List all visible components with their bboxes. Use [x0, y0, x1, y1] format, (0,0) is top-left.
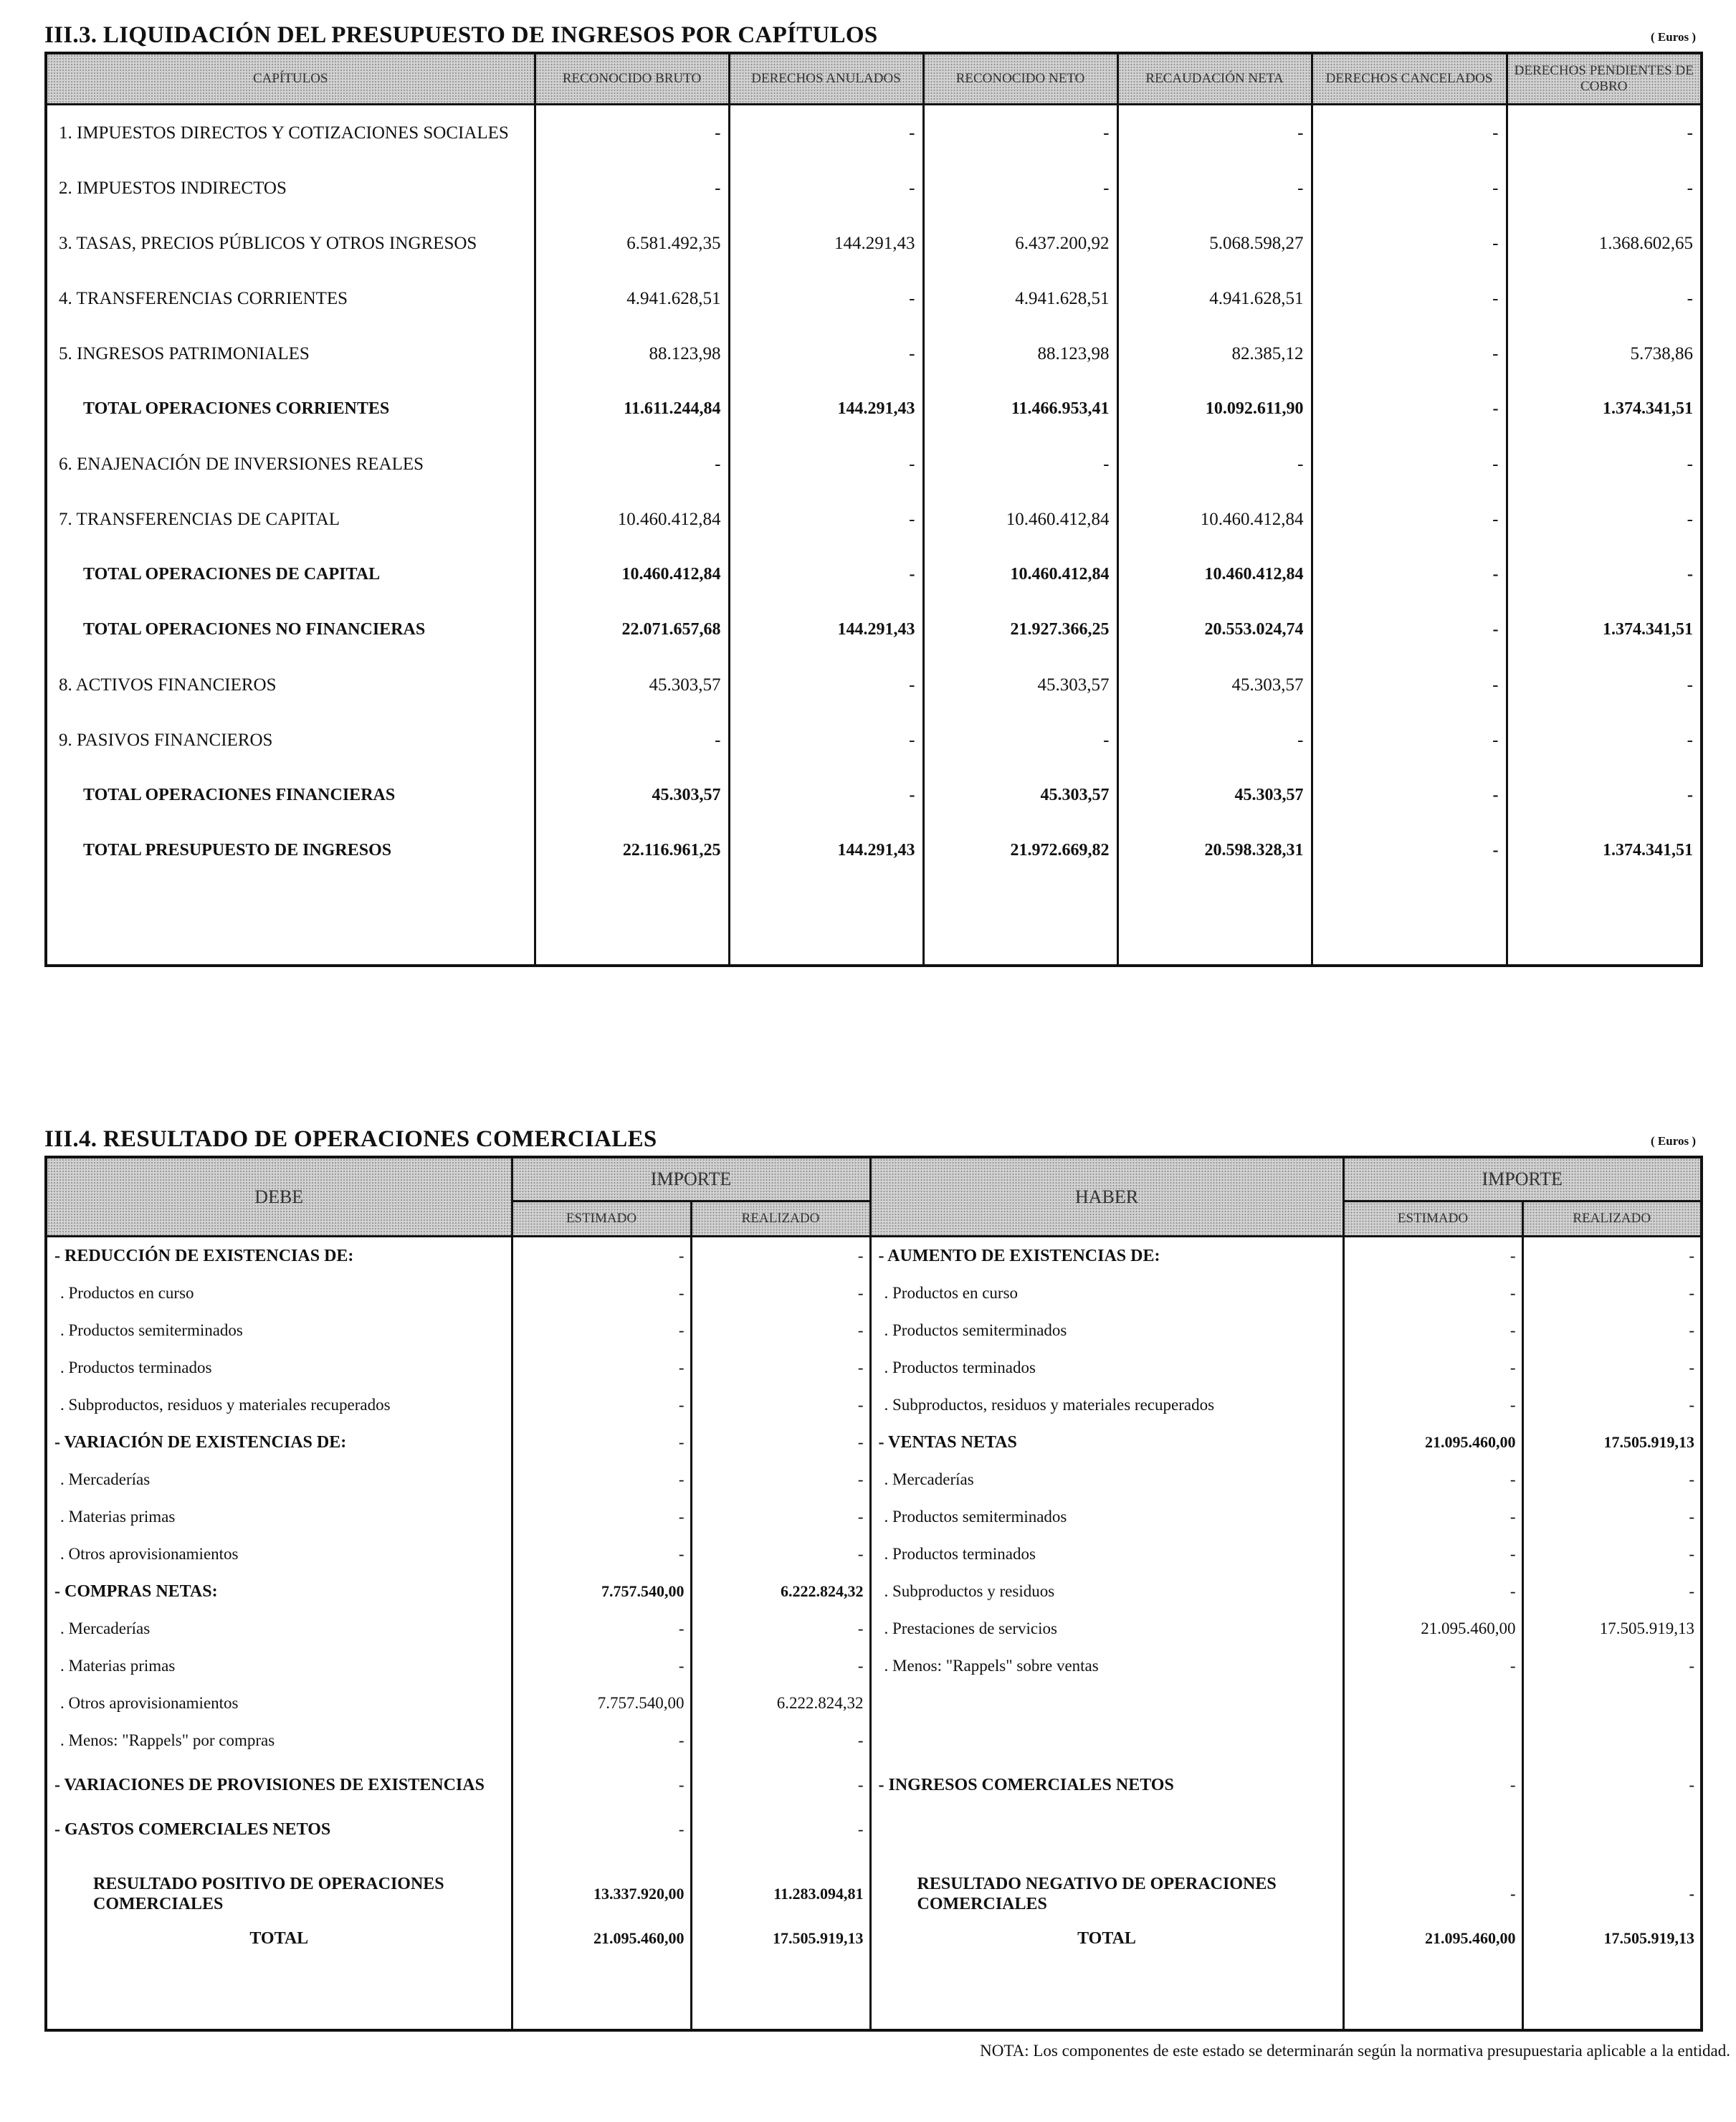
table-row: [46, 657, 1702, 713]
table-row: [46, 1237, 1702, 1275]
cell-value: -: [512, 1759, 691, 1811]
cell-value: -: [691, 1461, 870, 1498]
cell-value: -: [923, 713, 1117, 768]
cell-value: -: [1522, 1349, 1702, 1386]
cell-value: -: [691, 1722, 870, 1759]
cell-value: -: [1343, 1349, 1522, 1386]
cell-value: -: [691, 1424, 870, 1461]
table-row: [46, 602, 1702, 657]
empty-cell: [870, 1848, 1343, 1868]
cell-value: 11.283.094,81: [691, 1868, 870, 1920]
cell-value: -: [1343, 1461, 1522, 1498]
row-label: . Otros aprovisionamientos: [46, 1685, 512, 1722]
cell-value: -: [512, 1237, 691, 1275]
cell-value: -: [1312, 492, 1507, 547]
row-label: . Otros aprovisionamientos: [46, 1536, 512, 1573]
row-label: . Mercaderías: [46, 1610, 512, 1647]
col-header-derechos-cancelados: DERECHOS CANCELADOS: [1312, 53, 1507, 105]
col-header-importe-debe: IMPORTE: [512, 1157, 870, 1202]
empty-cell: [1522, 1848, 1702, 1868]
cell-value: -: [1312, 547, 1507, 602]
row-label: 3. TASAS, PRECIOS PÚBLICOS Y OTROS INGRESOS: [46, 216, 535, 271]
cell-value: 1.374.341,51: [1507, 602, 1702, 657]
cell-value: 10.460.412,84: [535, 492, 729, 547]
row-label: . Menos: "Rappels" sobre ventas: [870, 1647, 1343, 1685]
row-label: TOTAL: [46, 1920, 512, 1957]
units-label: ( Euros ): [1651, 1134, 1696, 1148]
cell-value: -: [729, 161, 923, 216]
table-row: [46, 161, 1702, 216]
row-label: TOTAL OPERACIONES NO FINANCIERAS: [46, 602, 535, 657]
cell-value: 10.092.611,90: [1117, 381, 1312, 437]
header-row: [46, 53, 1702, 105]
cell-value: 4.941.628,51: [535, 271, 729, 326]
table-row: [46, 1349, 1702, 1386]
row-label: TOTAL OPERACIONES FINANCIERAS: [46, 768, 535, 823]
cell-value: -: [1507, 492, 1702, 547]
col-header-realizado-haber: REALIZADO: [1522, 1202, 1702, 1237]
row-label: - COMPRAS NETAS:: [46, 1573, 512, 1610]
cell-value: 45.303,57: [535, 768, 729, 823]
row-label: - GASTOS COMERCIALES NETOS: [46, 1811, 512, 1848]
cell-value: 20.598.328,31: [1117, 823, 1312, 878]
cell-value: -: [1312, 381, 1507, 437]
cell-value: 22.116.961,25: [535, 823, 729, 878]
cell-value: 144.291,43: [729, 602, 923, 657]
cell-value: -: [1522, 1386, 1702, 1424]
cell-value: 20.553.024,74: [1117, 602, 1312, 657]
row-label: . Productos en curso: [870, 1275, 1343, 1312]
cell-value: 1.368.602,65: [1507, 216, 1702, 271]
cell-value: 88.123,98: [923, 326, 1117, 381]
spacer-row: [46, 1848, 1702, 1868]
cell-value: -: [512, 1811, 691, 1848]
empty-cell: [923, 878, 1117, 966]
empty-cell: [1117, 878, 1312, 966]
row-label: . Prestaciones de servicios: [870, 1610, 1343, 1647]
cell-value: -: [1522, 1759, 1702, 1811]
table-row: [46, 1920, 1702, 1957]
cell-value: -: [1312, 161, 1507, 216]
cell-value: -: [1522, 1275, 1702, 1312]
cell-value: -: [1312, 768, 1507, 823]
cell-value: -: [1522, 1573, 1702, 1610]
cell-value: -: [1343, 1536, 1522, 1573]
comerciales-table-body: [46, 1237, 1702, 2031]
cell-value: -: [1117, 161, 1312, 216]
cell-value: -: [729, 768, 923, 823]
cell-value: 10.460.412,84: [1117, 492, 1312, 547]
col-header-estimado-debe: ESTIMADO: [512, 1202, 691, 1237]
cell-value: -: [691, 1759, 870, 1811]
cell-value: -: [1343, 1498, 1522, 1536]
empty-cell: [691, 1848, 870, 1868]
cell-value: 1.374.341,51: [1507, 381, 1702, 437]
table-row: [46, 437, 1702, 492]
table-row: [46, 713, 1702, 768]
cell-value: 21.972.669,82: [923, 823, 1117, 878]
cell-value: -: [1522, 1647, 1702, 1685]
row-label: . Productos semiterminados: [870, 1498, 1343, 1536]
col-header-haber: HABER: [870, 1157, 1343, 1237]
cell-value: -: [1312, 823, 1507, 878]
table-row: [46, 1461, 1702, 1498]
row-label: 9. PASIVOS FINANCIEROS: [46, 713, 535, 768]
cell-value: -: [923, 161, 1117, 216]
empty-cell: [870, 1957, 1343, 2030]
table-row: [46, 1647, 1702, 1685]
cell-value: -: [1343, 1759, 1522, 1811]
cell-value: -: [1522, 1868, 1702, 1920]
section-header: [44, 1118, 1700, 1156]
cell-value: 11.466.953,41: [923, 381, 1117, 437]
section-title: III.3. LIQUIDACIÓN DEL PRESUPUESTO DE INGRESOS POR CAPÍTULOS: [44, 22, 878, 48]
col-header-reconocido-bruto: RECONOCIDO BRUTO: [535, 53, 729, 105]
cell-value: -: [1343, 1237, 1522, 1275]
row-label: . Productos terminados: [46, 1349, 512, 1386]
cell-value: -: [535, 161, 729, 216]
cell-value: -: [1117, 105, 1312, 161]
row-label: . Subproductos y residuos: [870, 1573, 1343, 1610]
cell-value: -: [923, 437, 1117, 492]
cell-value: [1343, 1811, 1522, 1848]
empty-cell: [46, 878, 535, 966]
cell-value: -: [1312, 657, 1507, 713]
cell-value: -: [729, 271, 923, 326]
cell-value: 4.941.628,51: [923, 271, 1117, 326]
cell-value: 45.303,57: [923, 657, 1117, 713]
row-label: - VARIACIÓN DE EXISTENCIAS DE:: [46, 1424, 512, 1461]
empty-cell: [46, 1848, 512, 1868]
col-header-derechos-anulados: DERECHOS ANULADOS: [729, 53, 923, 105]
col-header-recaudacion-neta: RECAUDACIÓN NETA: [1117, 53, 1312, 105]
cell-value: -: [1507, 437, 1702, 492]
cell-value: 6.581.492,35: [535, 216, 729, 271]
cell-value: -: [512, 1498, 691, 1536]
row-label: 8. ACTIVOS FINANCIEROS: [46, 657, 535, 713]
cell-value: -: [1117, 713, 1312, 768]
row-label: - INGRESOS COMERCIALES NETOS: [870, 1759, 1343, 1811]
cell-value: 11.611.244,84: [535, 381, 729, 437]
cell-value: -: [1312, 326, 1507, 381]
cell-value: 21.095.460,00: [512, 1920, 691, 1957]
row-label: TOTAL PRESUPUESTO DE INGRESOS: [46, 823, 535, 878]
cell-value: -: [1117, 437, 1312, 492]
cell-value: -: [1312, 437, 1507, 492]
cell-value: 10.460.412,84: [923, 492, 1117, 547]
cell-value: -: [691, 1237, 870, 1275]
cell-value: 45.303,57: [923, 768, 1117, 823]
row-label: TOTAL: [870, 1920, 1343, 1957]
cell-value: -: [1507, 271, 1702, 326]
ingresos-table-body: [46, 105, 1702, 966]
empty-cell: [1343, 1848, 1522, 1868]
header-row: [46, 1157, 1702, 1202]
table-row: [46, 547, 1702, 602]
empty-cell: [512, 1957, 691, 2030]
cell-value: -: [1312, 216, 1507, 271]
cell-value: [1522, 1811, 1702, 1848]
col-header-reconocido-neto: RECONOCIDO NETO: [923, 53, 1117, 105]
cell-value: 4.941.628,51: [1117, 271, 1312, 326]
cell-value: -: [1312, 271, 1507, 326]
empty-cell: [1522, 1957, 1702, 2030]
cell-value: 13.337.920,00: [512, 1868, 691, 1920]
row-label: . Productos en curso: [46, 1275, 512, 1312]
row-label: TOTAL OPERACIONES DE CAPITAL: [46, 547, 535, 602]
table-row: [46, 1536, 1702, 1573]
cell-value: -: [1312, 105, 1507, 161]
cell-value: -: [512, 1424, 691, 1461]
row-label: - VARIACIONES DE PROVISIONES DE EXISTENCIAS: [46, 1759, 512, 1811]
cell-value: 21.095.460,00: [1343, 1610, 1522, 1647]
cell-value: -: [1507, 105, 1702, 161]
row-label: . Materias primas: [46, 1647, 512, 1685]
cell-value: -: [1312, 713, 1507, 768]
cell-value: -: [1312, 602, 1507, 657]
cell-value: -: [729, 105, 923, 161]
cell-value: -: [1343, 1312, 1522, 1349]
cell-value: 22.071.657,68: [535, 602, 729, 657]
cell-value: -: [691, 1498, 870, 1536]
table-row: [46, 1759, 1702, 1811]
table-row: [46, 492, 1702, 547]
cell-value: -: [535, 437, 729, 492]
cell-value: -: [512, 1275, 691, 1312]
cell-value: -: [512, 1647, 691, 1685]
table-row: [46, 1312, 1702, 1349]
row-label: - REDUCCIÓN DE EXISTENCIAS DE:: [46, 1237, 512, 1275]
row-label: . Productos terminados: [870, 1349, 1343, 1386]
cell-value: -: [1343, 1386, 1522, 1424]
cell-value: 17.505.919,13: [691, 1920, 870, 1957]
cell-value: -: [512, 1461, 691, 1498]
cell-value: 1.374.341,51: [1507, 823, 1702, 878]
cell-value: -: [512, 1312, 691, 1349]
table-filler-row: [46, 878, 1702, 966]
cell-value: -: [691, 1349, 870, 1386]
empty-cell: [691, 1957, 870, 2030]
empty-cell: [1343, 1957, 1522, 2030]
cell-value: [1522, 1722, 1702, 1759]
cell-value: 21.095.460,00: [1343, 1920, 1522, 1957]
cell-value: 6.437.200,92: [923, 216, 1117, 271]
row-label: 5. INGRESOS PATRIMONIALES: [46, 326, 535, 381]
table-row: [46, 216, 1702, 271]
cell-value: -: [1343, 1647, 1522, 1685]
table-row: [46, 1386, 1702, 1424]
cell-value: 21.095.460,00: [1343, 1424, 1522, 1461]
footnote: NOTA: Los componentes de este estado se determinarán según la normativa presupuestaria aplicable a la entidad.: [980, 2042, 1730, 2060]
row-label: 1. IMPUESTOS DIRECTOS Y COTIZACIONES SOCIALES: [46, 105, 535, 161]
cell-value: -: [512, 1610, 691, 1647]
row-label: . Mercaderías: [870, 1461, 1343, 1498]
cell-value: -: [1522, 1237, 1702, 1275]
empty-cell: [1312, 878, 1507, 966]
row-label: 6. ENAJENACIÓN DE INVERSIONES REALES: [46, 437, 535, 492]
cell-value: -: [729, 437, 923, 492]
cell-value: -: [535, 105, 729, 161]
cell-value: -: [1522, 1536, 1702, 1573]
cell-value: -: [729, 713, 923, 768]
row-label: . Subproductos, residuos y materiales recuperados: [870, 1386, 1343, 1424]
table-row: [46, 1498, 1702, 1536]
cell-value: -: [923, 105, 1117, 161]
cell-value: 82.385,12: [1117, 326, 1312, 381]
cell-value: 5.738,86: [1507, 326, 1702, 381]
cell-value: 6.222.824,32: [691, 1573, 870, 1610]
table-row: [46, 271, 1702, 326]
section-header: [44, 14, 1700, 52]
cell-value: 17.505.919,13: [1522, 1424, 1702, 1461]
row-label: - VENTAS NETAS: [870, 1424, 1343, 1461]
row-label: [870, 1685, 1343, 1722]
cell-value: -: [1507, 713, 1702, 768]
cell-value: 6.222.824,32: [691, 1685, 870, 1722]
table-row: [46, 1424, 1702, 1461]
table-row: [46, 326, 1702, 381]
empty-cell: [512, 1848, 691, 1868]
cell-value: -: [691, 1536, 870, 1573]
cell-value: 21.927.366,25: [923, 602, 1117, 657]
cell-value: -: [512, 1536, 691, 1573]
table-row: [46, 1722, 1702, 1759]
cell-value: -: [691, 1647, 870, 1685]
cell-value: -: [691, 1811, 870, 1848]
row-label: TOTAL OPERACIONES CORRIENTES: [46, 381, 535, 437]
cell-value: 45.303,57: [1117, 657, 1312, 713]
cell-value: [1343, 1722, 1522, 1759]
section-operaciones-comerciales: [44, 1118, 1700, 2032]
cell-value: -: [1507, 657, 1702, 713]
table-row: [46, 1685, 1702, 1722]
col-header-capitulos: CAPÍTULOS: [46, 53, 535, 105]
cell-value: -: [1507, 161, 1702, 216]
table-row: [46, 1811, 1702, 1848]
comerciales-table: [44, 1156, 1703, 2032]
cell-value: 7.757.540,00: [512, 1573, 691, 1610]
table-row: [46, 1868, 1702, 1920]
cell-value: -: [691, 1386, 870, 1424]
row-label: . Materias primas: [46, 1498, 512, 1536]
col-header-realizado-debe: REALIZADO: [691, 1202, 870, 1237]
section-title: III.4. RESULTADO DE OPERACIONES COMERCIALES: [44, 1126, 657, 1152]
cell-value: -: [691, 1312, 870, 1349]
cell-value: 10.460.412,84: [923, 547, 1117, 602]
cell-value: -: [512, 1722, 691, 1759]
row-label: . Productos terminados: [870, 1536, 1343, 1573]
cell-value: -: [729, 492, 923, 547]
cell-value: 45.303,57: [535, 657, 729, 713]
section-liquidacion-ingresos: [44, 14, 1700, 967]
row-label: 7. TRANSFERENCIAS DE CAPITAL: [46, 492, 535, 547]
empty-cell: [729, 878, 923, 966]
cell-value: -: [535, 713, 729, 768]
units-label: ( Euros ): [1651, 30, 1696, 44]
col-header-pendientes-cobro: DERECHOS PENDIENTES DE COBRO: [1507, 53, 1702, 105]
table-row: [46, 1275, 1702, 1312]
cell-value: 17.505.919,13: [1522, 1610, 1702, 1647]
empty-cell: [535, 878, 729, 966]
row-label: . Productos semiterminados: [870, 1312, 1343, 1349]
cell-value: [1343, 1685, 1522, 1722]
cell-value: -: [1343, 1573, 1522, 1610]
cell-value: -: [1522, 1461, 1702, 1498]
cell-value: -: [729, 547, 923, 602]
cell-value: -: [1507, 547, 1702, 602]
cell-value: 17.505.919,13: [1522, 1920, 1702, 1957]
cell-value: 5.068.598,27: [1117, 216, 1312, 271]
table-row: [46, 1610, 1702, 1647]
table-row: [46, 823, 1702, 878]
row-label: - AUMENTO DE EXISTENCIAS DE:: [870, 1237, 1343, 1275]
row-label: . Menos: "Rappels" por compras: [46, 1722, 512, 1759]
table-row: [46, 768, 1702, 823]
row-label: . Mercaderías: [46, 1461, 512, 1498]
cell-value: 7.757.540,00: [512, 1685, 691, 1722]
cell-value: -: [512, 1349, 691, 1386]
row-label: RESULTADO NEGATIVO DE OPERACIONES COMERCIALES: [870, 1868, 1343, 1920]
cell-value: 88.123,98: [535, 326, 729, 381]
cell-value: 10.460.412,84: [1117, 547, 1312, 602]
cell-value: -: [1343, 1275, 1522, 1312]
cell-value: -: [729, 657, 923, 713]
cell-value: -: [691, 1275, 870, 1312]
cell-value: 144.291,43: [729, 216, 923, 271]
cell-value: -: [1343, 1868, 1522, 1920]
cell-value: [1522, 1685, 1702, 1722]
col-header-importe-haber: IMPORTE: [1343, 1157, 1702, 1202]
cell-value: 144.291,43: [729, 381, 923, 437]
cell-value: -: [691, 1610, 870, 1647]
table-row: [46, 381, 1702, 437]
cell-value: -: [1522, 1312, 1702, 1349]
row-label: 2. IMPUESTOS INDIRECTOS: [46, 161, 535, 216]
empty-cell: [1507, 878, 1702, 966]
cell-value: -: [512, 1386, 691, 1424]
cell-value: -: [1522, 1498, 1702, 1536]
cell-value: 10.460.412,84: [535, 547, 729, 602]
table-filler-row: [46, 1957, 1702, 2030]
col-header-estimado-haber: ESTIMADO: [1343, 1202, 1522, 1237]
ingresos-table: [44, 52, 1703, 967]
cell-value: 144.291,43: [729, 823, 923, 878]
col-header-debe: DEBE: [46, 1157, 512, 1237]
row-label: . Productos semiterminados: [46, 1312, 512, 1349]
row-label: 4. TRANSFERENCIAS CORRIENTES: [46, 271, 535, 326]
cell-value: -: [729, 326, 923, 381]
row-label: . Subproductos, residuos y materiales recuperados: [46, 1386, 512, 1424]
row-label: RESULTADO POSITIVO DE OPERACIONES COMERCIALES: [46, 1868, 512, 1920]
table-row: [46, 1573, 1702, 1610]
empty-cell: [46, 1957, 512, 2030]
row-label: [870, 1722, 1343, 1759]
row-label: [870, 1811, 1343, 1848]
table-row: [46, 105, 1702, 161]
cell-value: -: [1507, 768, 1702, 823]
cell-value: 45.303,57: [1117, 768, 1312, 823]
